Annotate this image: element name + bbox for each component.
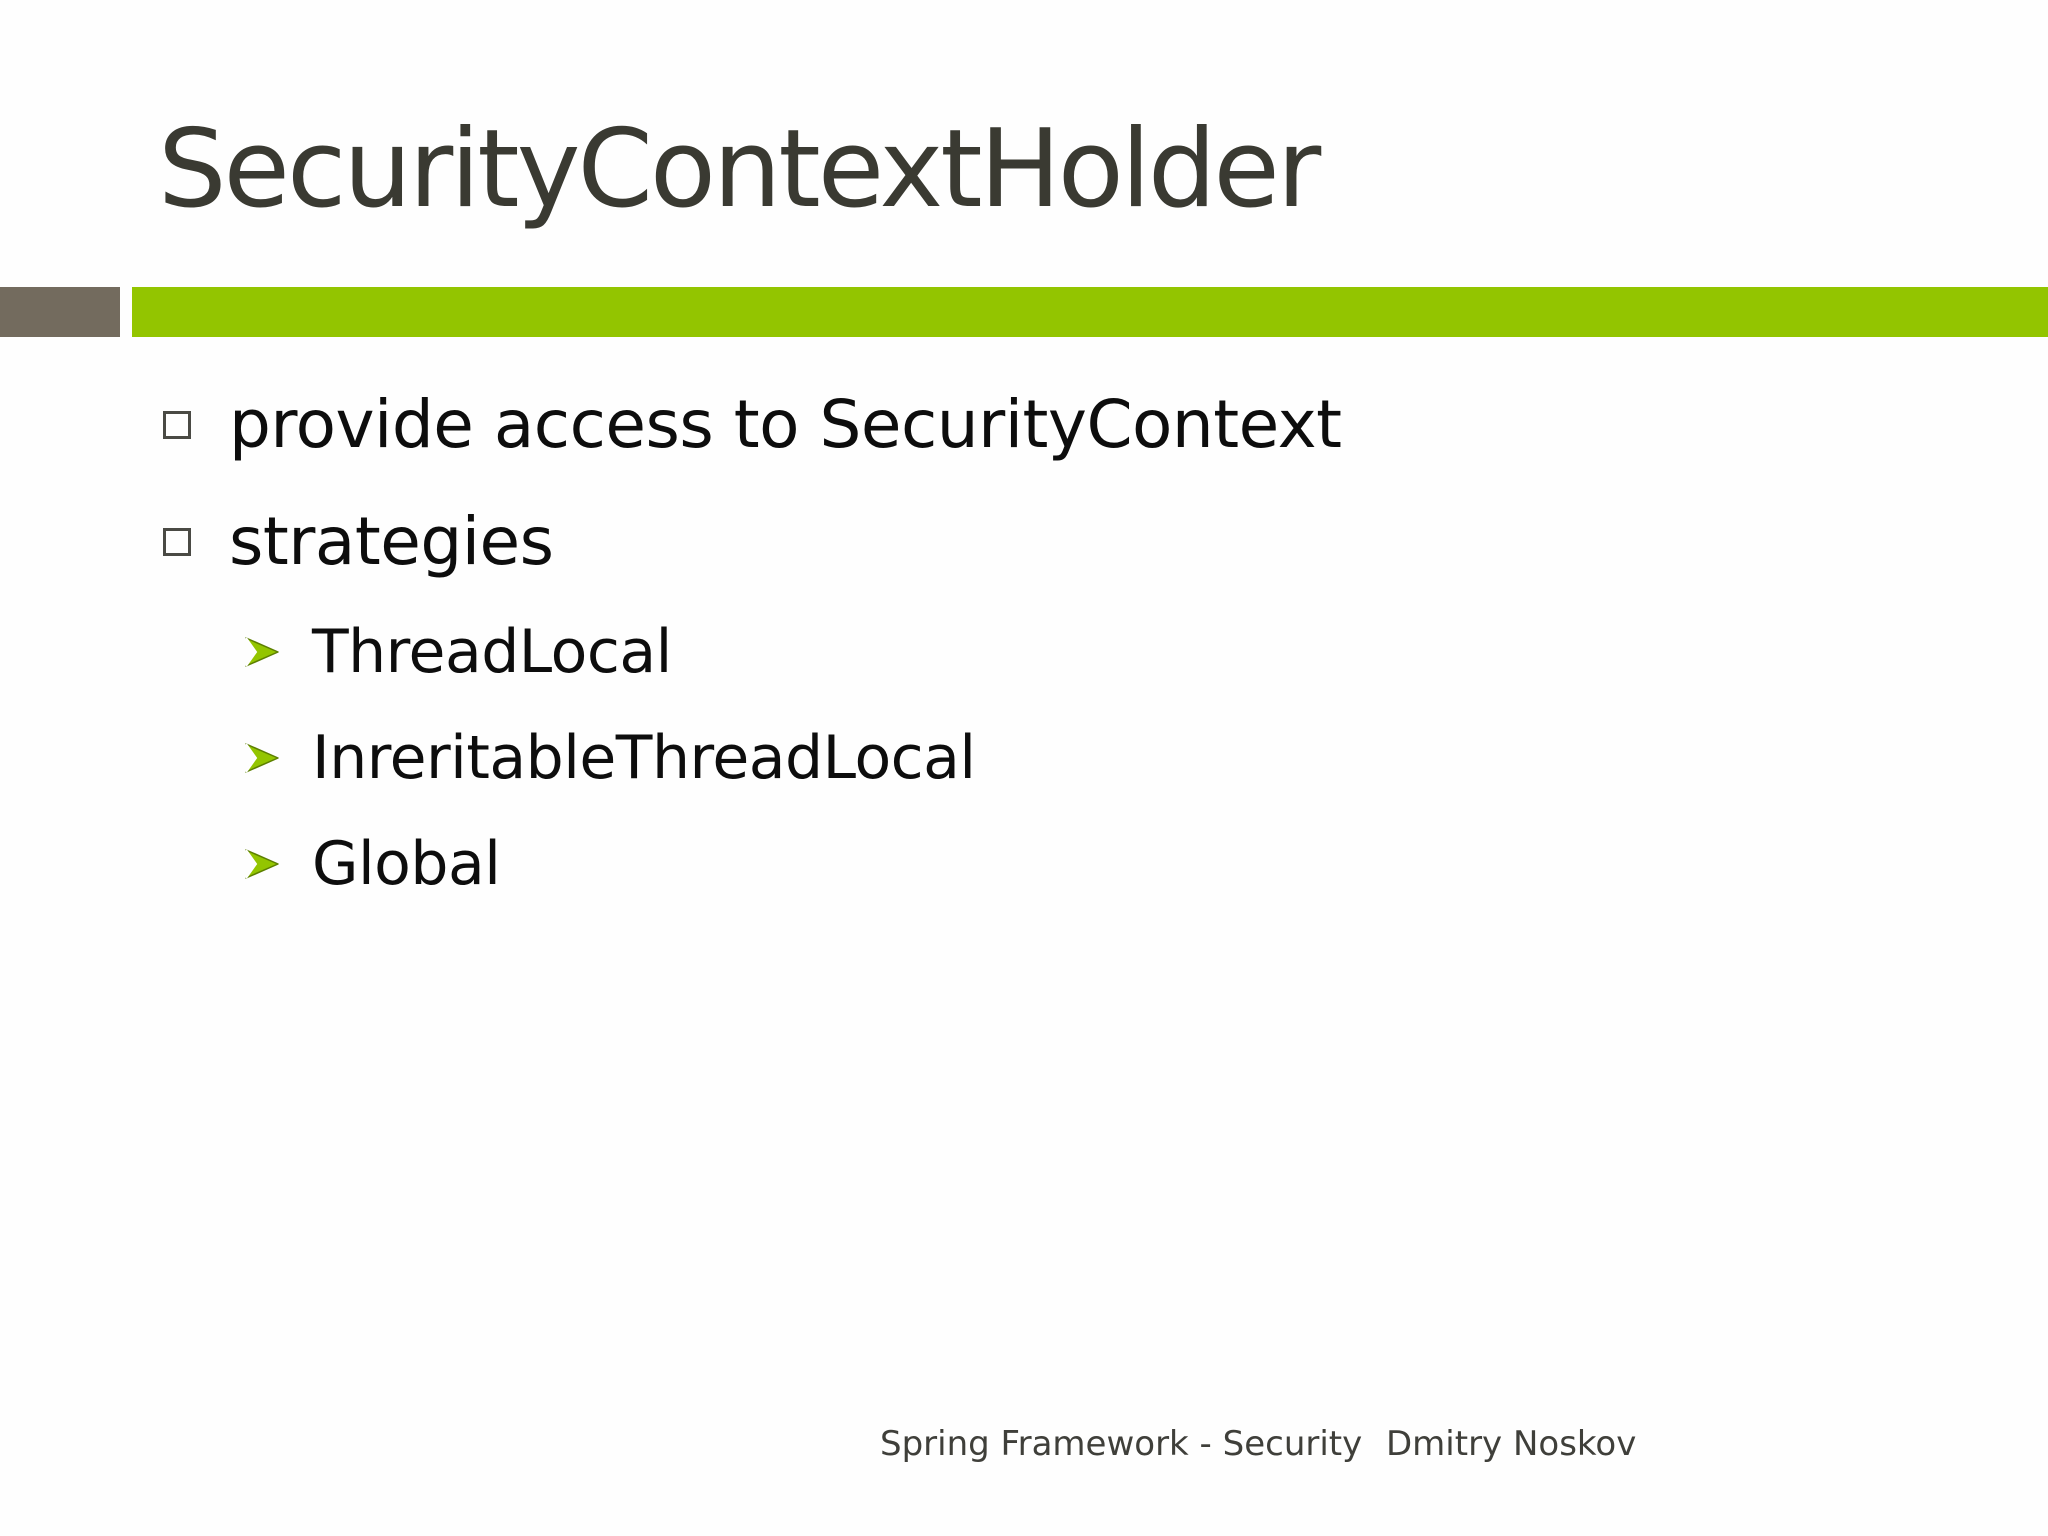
- sub-bullet-text: ThreadLocal: [312, 617, 672, 687]
- bullet-item: [163, 497, 554, 587]
- sub-bullet-text: InreritableThreadLocal: [312, 723, 976, 793]
- bullet-text: provide access to SecurityContext: [229, 386, 1342, 463]
- slide-title: SecurityContextHolder: [158, 107, 1319, 232]
- hollow-square-icon: [163, 411, 191, 439]
- sub-bullet-item: [242, 716, 976, 800]
- arrow-head-icon: [242, 844, 282, 884]
- sub-bullet-item: [242, 822, 500, 906]
- footer-author: Dmitry Noskov: [1386, 1424, 1637, 1464]
- sub-bullet-text: Global: [312, 829, 501, 899]
- hollow-square-icon: [163, 528, 191, 556]
- bullet-text: strategies: [229, 503, 554, 580]
- sub-bullet-item: [242, 610, 672, 694]
- arrow-head-icon: [242, 738, 282, 778]
- footer-course: Spring Framework - Security: [880, 1424, 1363, 1464]
- bullet-item: [163, 380, 1342, 470]
- arrow-head-icon: [242, 632, 282, 672]
